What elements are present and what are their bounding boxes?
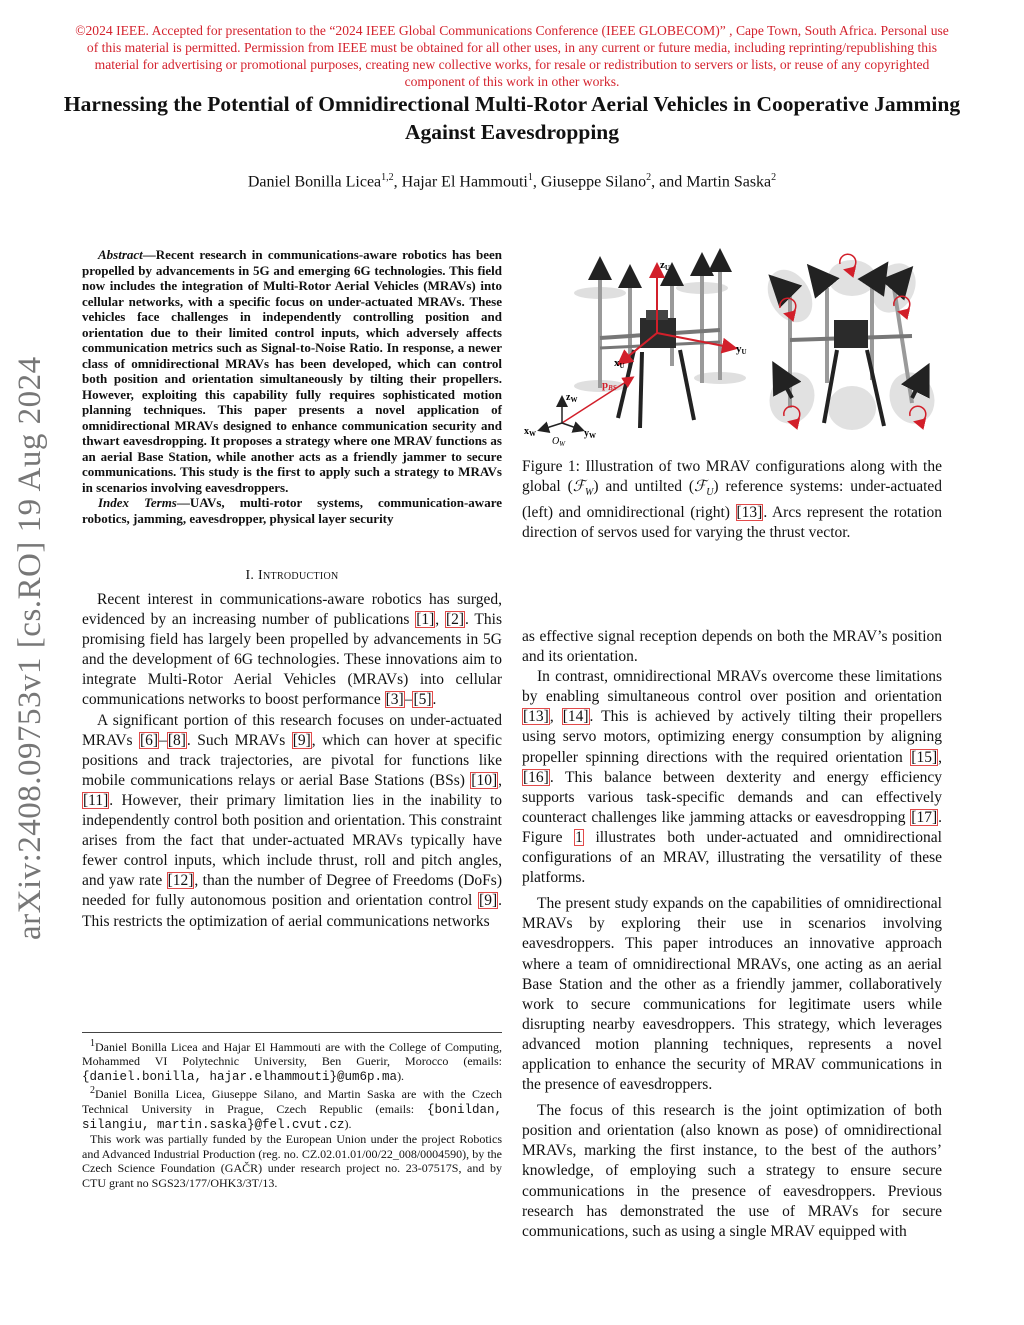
svg-text:xW bbox=[524, 426, 536, 438]
svg-text:xU bbox=[614, 357, 625, 370]
citation-link[interactable]: [15] bbox=[911, 748, 938, 766]
funding-note: This work was partially funded by the European Union under the project Robotics and Advanced Industrial Production (reg. no. CZ.02.01.01/00/22_008/0004590), by the Czech Science Foundation (GAČR) under research project no. 23-07517S, and by CTU grant no SGS23/177/OHK3/3T/13. bbox=[82, 1132, 502, 1190]
citation-link[interactable]: [13] bbox=[736, 504, 763, 522]
citation-link[interactable]: [9] bbox=[479, 892, 498, 910]
axis-label-yW-sub: W bbox=[589, 432, 596, 440]
citation-link[interactable]: [12] bbox=[167, 872, 194, 890]
section-heading bbox=[82, 568, 502, 584]
copyright-notice: ©2024 IEEE. Accepted for presentation to the “2024 IEEE Global Communications Conference (IEEE GLOBECOM)” , Cape Town, South Africa. Personal use of this material is permitted. Permission from IEEE must be obtained for all other uses, in any current or future media, including reprinting/republishing this material for advertising or promotional purposes, creating new collective works, for resale or redistribution to servers or lists, or reuse of any copyrighted component of this work in other works. bbox=[75, 23, 949, 89]
citation-link[interactable]: [11] bbox=[83, 791, 109, 809]
intro-paragraph-1: Recent interest in communications-aware robotics has surged, evidenced by an increasing number of publications [1], [2]. This promising field has largely been propelled by advancements in 5G and the development of 6G technologies. These innovations aim to integrate Multi-Rotor Aerial Vehicles (MRAVs) into cellular communications networks to boost performance [3]–[5]. bbox=[82, 591, 502, 709]
right-column bbox=[522, 627, 942, 1242]
affiliation-mark: 2 bbox=[646, 172, 652, 183]
intro-right-paragraph-2: The present study expands on the capabilities of omnidirectional MRAVs by exploring their use in scenarios involving eavesdroppers. This paper introduces an innovative approach where a team of omnidirectional MRAVs, one acting as an aerial Base Station and the other as a friendly jammer, collaboratively work to secure communications for legitimate users while disrupting nearby eavesdroppers. This strategy, which leverages advanced motion planning techniques, represents a novel application to enhance the security of MRAV communications in the presence of eavesdroppers. bbox=[522, 895, 942, 1094]
abstract bbox=[82, 247, 502, 495]
author-list bbox=[60, 172, 964, 191]
svg-text:yW bbox=[584, 428, 596, 440]
section-numeral: I. bbox=[245, 568, 255, 583]
citation-link[interactable]: [10] bbox=[471, 771, 498, 789]
omnidirectional-mrav bbox=[759, 254, 942, 430]
citation-link[interactable]: [17] bbox=[911, 808, 938, 826]
footnotes bbox=[82, 1032, 502, 1190]
citation-link[interactable]: [5] bbox=[413, 691, 432, 709]
author-separator: , and bbox=[651, 173, 687, 191]
intro-right-paragraph-0: as effective signal reception depends on both the MRAV’s position and its orientation. bbox=[522, 628, 942, 666]
citation-link[interactable]: [13] bbox=[523, 708, 549, 726]
footnote-mark: 2 bbox=[90, 1085, 95, 1097]
citation-link[interactable]: [1] bbox=[416, 611, 435, 629]
affiliation-mark: 2 bbox=[771, 172, 777, 183]
citation-link[interactable]: [14] bbox=[562, 708, 589, 726]
svg-text:zW bbox=[566, 392, 577, 404]
origin-label: O bbox=[552, 436, 560, 447]
citation-link[interactable]: [9] bbox=[292, 731, 311, 749]
origin-label-sub: W bbox=[559, 440, 566, 448]
axis-label-yW: y bbox=[584, 428, 589, 439]
arxiv-stamp: arXiv:2408.09753v1 [cs.RO] 19 Aug 2024 bbox=[12, 356, 48, 940]
figure-1-caption: Figure 1: Illustration of two MRAV configurations along with the global (ℱ$_W$) and untilted (ℱ$_U$) reference systems: under-actuated (left) and omnidirectional (right) [13]. Arcs represent the rotation direction of servos used for varying the thrust vector. bbox=[522, 458, 943, 542]
left-column bbox=[82, 247, 502, 932]
author-separator: , bbox=[532, 173, 541, 191]
section-title: Introduction bbox=[258, 568, 339, 583]
index-terms-label: Index Terms bbox=[98, 495, 177, 510]
index-terms-text: UAVs, multi-rotor systems, communication-aware robotics, jamming, eavesdropper, physical layer security bbox=[82, 495, 502, 526]
affiliation-mark: 1,2 bbox=[381, 172, 394, 183]
footnote-mark: 1 bbox=[90, 1038, 95, 1049]
abstract-label: Abstract bbox=[98, 247, 143, 262]
email-address: {daniel.bonilla, hajar.elhammouti}@um6p.ma bbox=[82, 1069, 398, 1084]
affiliation-mark: 1 bbox=[527, 172, 533, 183]
intro-right-paragraph-3: The focus of this research is the joint optimization of both position and orientation (also known as pose) of omnidirectional MRAVs, marking the first instance, to the best of the authors’ knowledge, of employing such a strategy to ensure secure communications in the presence of eavesdroppers. Previous research has demonstrated the use of MRAVs for secure communications, such as using a single MRAV equipped with bbox=[522, 1102, 942, 1240]
abstract-text: Recent research in communications-aware robotics has been propelled by advancements in 5G and emerging 6G technologies. This field now includes the integration of Multi-Rotor Aerial Vehicles (MRAVs) into cellular networks, with a specific focus on under-actuated MRAVs. These vehicles face challenges in independently controlling position and orientation due to their limited control inputs, which adversely affects communication metrics such as Signal-to-Noise Ratio. In response, a newer class of omnidirectional MRAVs has been developed, which can control both position and orientation simultaneously by tilting their propellers. However, exploiting this capability fully requires sophisticated motion planning techniques. This paper presents a novel application of omnidirectional MRAVs designed to enhance communication security and thwart eavesdropping. It proposes a strategy where one MRAV functions as an aerial Base Station, while another acts as a friendly jammer to secure communications. This study is the first to apply such a strategy to MRAVs in scenarios involving eavesdroppers. bbox=[82, 247, 502, 495]
email-address: {bonildan, silangiu, martin.saska}@fel.cvut.cz bbox=[82, 1102, 502, 1133]
citation-link[interactable]: [2] bbox=[445, 611, 465, 629]
author-name: Daniel Bonilla Licea bbox=[247, 173, 382, 191]
intro-paragraph-2: A significant portion of this research focuses on under-actuated MRAVs [6]–[8]. Such MRAVs [9], which can hover at specific positions and track trajectories, are pivotal for functions like mobile communications relays or aerial Base Stations (BSs) [10], [11]. However, their primary limitation lies in the inability to independently control both position and orientation. This constraint arises from the fact that under-actuated MRAVs typically have fewer control inputs, which include thrust, roll and pitch angles, and yaw rate [12], than the number of Degree of Freedoms (DoFs) needed for fully autonomous position and orientation control [9]. This restricts the optimization of aerial communications networks bbox=[82, 711, 503, 930]
citation-link[interactable]: [16] bbox=[523, 768, 549, 786]
svg-text:OW bbox=[552, 436, 566, 448]
footnote-1: $^1$Daniel Bonilla Licea and Hajar El Hammouti are with the College of Computing, Mohammed VI Polytechnic University, Ben Guerir, Morocco (emails: {daniel.bonilla, hajar.elhammouti}@um6p.ma). bbox=[82, 1038, 502, 1084]
figure-reference-link[interactable]: 1 bbox=[575, 828, 583, 846]
axis-label-yU-sub: U bbox=[741, 348, 747, 356]
citation-link[interactable]: [6] bbox=[140, 731, 159, 749]
index-terms-dash: — bbox=[176, 495, 190, 510]
under-actuated-mrav bbox=[524, 254, 747, 448]
svg-text:yU bbox=[736, 343, 747, 356]
paper-title: Harnessing the Potential of Omnidirectional Multi-Rotor Aerial Vehicles in Cooperative Jamming Against Eavesdropping bbox=[63, 92, 961, 144]
vector-label-pBS-sub: BS bbox=[608, 384, 617, 392]
author-name: Hajar El Hammouti bbox=[401, 173, 528, 191]
citation-link[interactable]: [8] bbox=[167, 731, 186, 749]
axis-label-zU-sub: U bbox=[664, 264, 670, 272]
axis-label-zW: z bbox=[566, 392, 571, 403]
axis-label-zU: z bbox=[660, 259, 665, 271]
figure-1-illustration bbox=[522, 248, 942, 448]
axis-label-xU: x bbox=[614, 357, 620, 369]
svg-text:zU bbox=[660, 259, 670, 272]
axis-label-xU-sub: U bbox=[619, 362, 625, 370]
index-terms bbox=[82, 495, 502, 526]
author-separator: , bbox=[393, 173, 402, 191]
author-name: Giuseppe Silano bbox=[540, 173, 647, 191]
axis-label-zW-sub: W bbox=[570, 396, 578, 404]
axis-label-xW: x bbox=[524, 426, 529, 437]
author-name: Martin Saska bbox=[686, 173, 772, 191]
citation-link[interactable]: [3] bbox=[385, 691, 404, 709]
vector-label-pBS: p bbox=[602, 379, 609, 391]
abstract-dash: — bbox=[142, 247, 156, 262]
intro-right-paragraph-1: In contrast, omnidirectional MRAVs overcome these limitations by enabling simultaneous control over position and orientation [13], [14]. This is achieved by actively tilting their propellers using servo motors, optimizing energy consumption by aligning propeller spinning directions with the required orientation [15], [16]. This balance between dexterity and energy efficiency supports various task-specific demands and can effectively counteract challenges like jamming attacks or eavesdropping [17]. Figure 1 illustrates both under-actuated and omnidirectional configurations of an MRAV, illustrating the versatility of these platforms. bbox=[522, 668, 942, 887]
axis-label-yU: y bbox=[736, 343, 742, 355]
footnote-2: $^2$Daniel Bonilla Licea, Giuseppe Silano, and Martin Saska are with the Czech Technical University in Prague, Czech Republic (emails: {bonildan, silangiu, martin.saska}@fel.cvut.cz). bbox=[82, 1085, 502, 1133]
axis-label-xW-sub: W bbox=[529, 430, 536, 438]
